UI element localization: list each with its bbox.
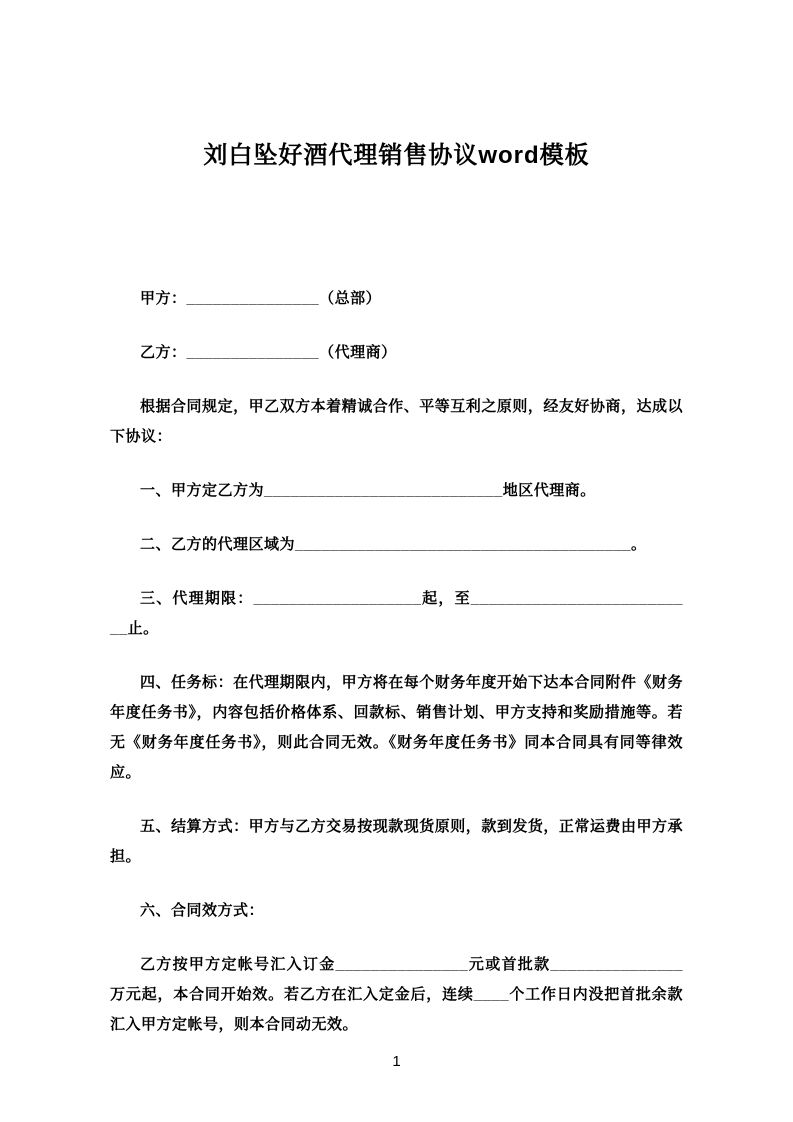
para-party-a: 甲方：_______________（总部） <box>140 290 382 307</box>
para-deposit-terms: 乙方按甲方定帐号汇入订金_______________元或首批款_______________万元起，本合同开始效。若乙方在汇入定金后，连续____个工作日内没把首批余款汇入甲方定帐号，则本合同动无效。 <box>110 956 683 1033</box>
page-number: 1 <box>392 1053 401 1070</box>
document-title: 刘白坠好酒代理销售协议word模板 <box>203 142 590 169</box>
clause-5-settlement: 五、结算方式：甲方与乙方交易按现款现货原则，款到发货，正常运费由甲方承担。 <box>110 818 683 865</box>
clause-1-agent-designation: 一、甲方定乙方为___________________________地区代理商。 <box>140 482 596 499</box>
clause-2-territory: 二、乙方的代理区域为______________________________________。 <box>140 536 647 553</box>
para-preamble: 根据合同规定，甲乙双方本着精诚合作、平等互利之原则，经友好协商，达成以下协议： <box>110 398 683 445</box>
clause-4-tasks: 四、任务标：在代理期限内，甲方将在每个财务年度开始下达本合同附件《财务年度任务书》，内容包括价格体系、回款标、销售计划、甲方支持和奖励措施等。若无《财务年度任务书》，则此合同无效。《财务年度任务书》同本合同具有同等律效应。 <box>110 674 683 781</box>
para-party-b: 乙方：_______________（代理商） <box>140 344 397 361</box>
clause-6-effectiveness: 六、合同效方式： <box>140 902 265 919</box>
clause-3-term: 三、代理期限：___________________起，至__________________________止。 <box>110 590 683 637</box>
